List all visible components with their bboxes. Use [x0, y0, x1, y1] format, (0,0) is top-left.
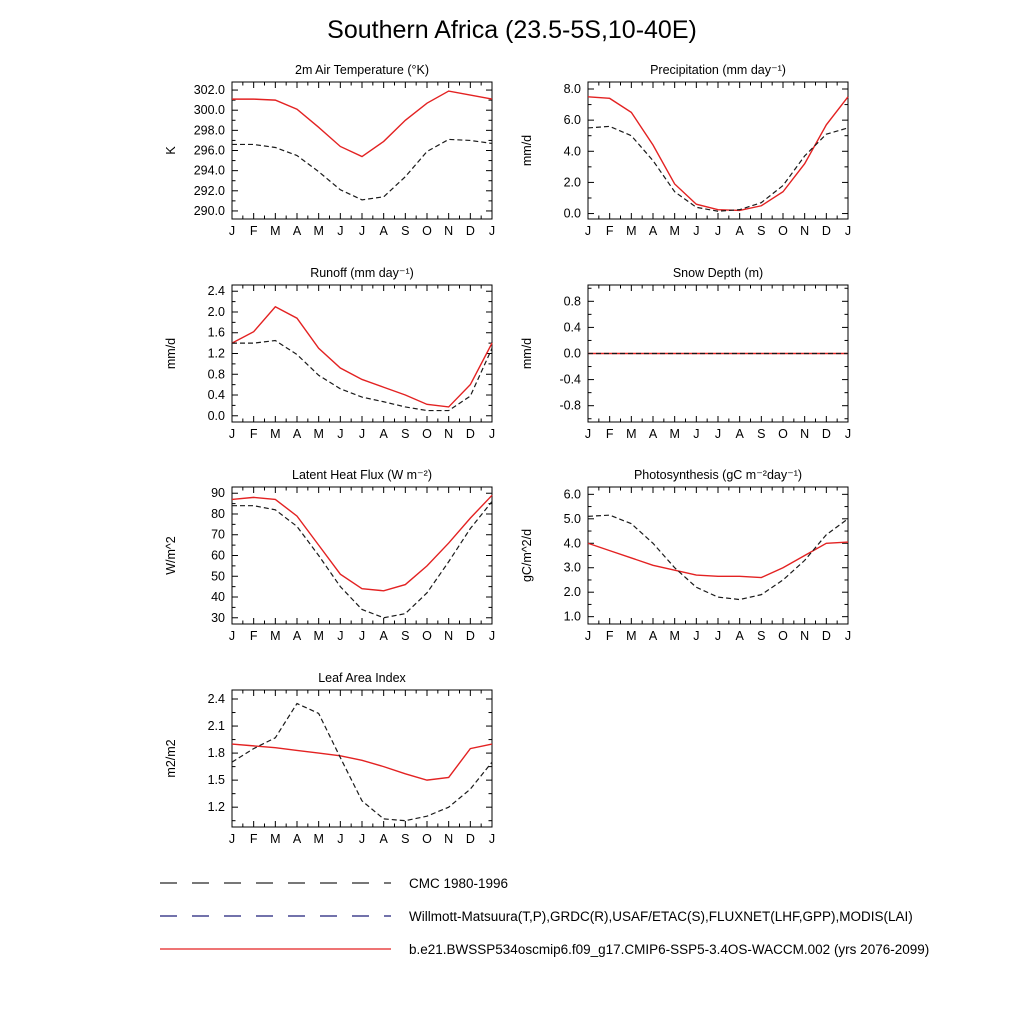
series-model [588, 97, 848, 211]
x-tick-label: S [401, 629, 410, 643]
x-tick-label: J [693, 427, 700, 441]
legend-label: b.e21.BWSSP534oscmip6.f09_g17.CMIP6-SSP5-3.4OS-WACCM.002 (yrs 2076-2099) [409, 941, 930, 957]
x-tick-label: F [249, 427, 258, 441]
x-tick-label: J [714, 224, 722, 238]
x-tick-label: A [379, 224, 388, 238]
series-obs [232, 139, 492, 199]
x-tick-label: N [800, 427, 810, 441]
y-tick-label: 0.0 [563, 206, 581, 221]
x-tick-label: M [626, 224, 637, 238]
y-tick-label: 2.0 [563, 585, 581, 600]
y-tick-label: 6.0 [563, 113, 581, 128]
x-tick-label: A [379, 832, 388, 846]
series-model [232, 495, 492, 590]
series-obs [588, 126, 848, 211]
x-tick-label: F [605, 427, 614, 441]
y-tick-label: 1.5 [207, 773, 225, 788]
chart-snow-depth [513, 265, 903, 450]
x-tick-label: J [358, 427, 366, 441]
x-tick-label: O [422, 427, 432, 441]
x-tick-label: J [358, 629, 366, 643]
x-tick-label: F [605, 629, 614, 643]
legend-label: Willmott-Matsuura(T,P),GRDC(R),USAF/ETAC(S),FLUXNET(LHF,GPP),MODIS(LAI) [409, 908, 913, 924]
y-tick-label: 292.0 [193, 183, 225, 198]
chart-title: Snow Depth (m) [672, 266, 764, 280]
x-tick-label: J [228, 224, 236, 238]
legend-dashed-line-icon [158, 911, 393, 921]
x-tick-label: N [444, 224, 454, 238]
x-tick-label: J [844, 629, 852, 643]
x-tick-label: A [735, 629, 744, 643]
chart-photosynthesis [513, 467, 903, 652]
x-tick-label: J [488, 427, 496, 441]
y-tick-label: 302.0 [193, 83, 225, 98]
x-tick-label: J [584, 629, 592, 643]
y-tick-label: 40 [211, 590, 225, 605]
x-tick-label: J [714, 427, 722, 441]
y-tick-label: 2.4 [207, 692, 225, 707]
x-tick-label: J [584, 427, 592, 441]
y-tick-label: 60 [211, 548, 225, 563]
x-tick-label: J [693, 629, 700, 643]
x-tick-label: J [488, 832, 496, 846]
y-tick-label: 0.4 [207, 388, 225, 403]
x-tick-label: M [313, 224, 324, 238]
x-tick-label: J [488, 629, 496, 643]
y-tick-label: 1.6 [207, 325, 225, 340]
y-tick-label: 3.0 [563, 560, 581, 575]
x-tick-label: J [488, 224, 496, 238]
x-tick-label: D [465, 224, 475, 238]
y-tick-label: 4.0 [563, 144, 581, 159]
x-tick-label: F [249, 629, 258, 643]
x-tick-label: D [821, 224, 831, 238]
x-tick-label: O [422, 629, 432, 643]
x-tick-label: D [821, 629, 831, 643]
x-tick-label: A [735, 427, 744, 441]
y-tick-label: 0.4 [563, 320, 581, 335]
x-tick-label: O [778, 629, 788, 643]
x-tick-label: S [757, 427, 766, 441]
x-tick-label: A [379, 427, 388, 441]
chart-runoff [157, 265, 547, 450]
y-tick-label: 80 [211, 506, 225, 521]
x-tick-label: S [757, 629, 766, 643]
x-tick-label: S [401, 427, 410, 441]
y-tick-label: 0.0 [207, 408, 225, 423]
x-tick-label: M [313, 629, 324, 643]
x-tick-label: F [249, 832, 258, 846]
x-tick-label: N [444, 629, 454, 643]
y-tick-label: 90 [211, 486, 225, 501]
legend-solid-line-icon [158, 944, 393, 954]
y-tick-label: 70 [211, 527, 225, 542]
chart-title: 2m Air Temperature (°K) [295, 63, 429, 77]
x-tick-label: A [292, 224, 302, 238]
y-tick-label: 1.2 [207, 800, 225, 815]
y-axis-label: mm/d [164, 337, 178, 370]
chart-title: Precipitation (mm day⁻¹) [650, 63, 786, 77]
x-tick-label: J [228, 427, 236, 441]
series-obs [232, 502, 492, 618]
legend-label: CMC 1980-1996 [409, 875, 509, 891]
legend-item-model-run [158, 942, 929, 956]
x-tick-label: A [379, 629, 388, 643]
series-obs [232, 341, 492, 411]
x-tick-label: J [844, 224, 852, 238]
x-tick-label: N [444, 427, 454, 441]
y-axis-label: K [164, 146, 178, 155]
x-tick-label: M [626, 427, 637, 441]
x-tick-label: A [292, 427, 302, 441]
x-tick-label: A [735, 224, 744, 238]
x-tick-label: M [270, 427, 281, 441]
x-tick-label: J [358, 224, 366, 238]
legend-dashed-line-icon [158, 878, 393, 888]
x-tick-label: N [800, 224, 810, 238]
y-tick-label: 2.4 [207, 284, 225, 299]
y-axis-label: m2/m2 [164, 739, 178, 778]
chart-title: Latent Heat Flux (W m⁻²) [292, 468, 432, 482]
x-tick-label: O [422, 224, 432, 238]
x-tick-label: M [313, 427, 324, 441]
x-tick-label: M [270, 629, 281, 643]
chart-title: Runoff (mm day⁻¹) [310, 266, 414, 280]
x-tick-label: J [844, 427, 852, 441]
x-tick-label: J [358, 832, 366, 846]
chart-title: Leaf Area Index [318, 671, 406, 685]
y-tick-label: 296.0 [193, 143, 225, 158]
x-tick-label: M [270, 224, 281, 238]
y-axis-label: W/m^2 [164, 536, 178, 575]
y-tick-label: -0.4 [559, 372, 581, 387]
y-tick-label: 2.1 [207, 719, 225, 734]
chart-title: Photosynthesis (gC m⁻²day⁻¹) [633, 468, 803, 482]
x-tick-label: J [337, 427, 344, 441]
x-tick-label: F [249, 224, 258, 238]
y-tick-label: 1.2 [207, 346, 225, 361]
x-tick-label: D [465, 427, 475, 441]
y-tick-label: 50 [211, 569, 225, 584]
x-tick-label: M [270, 832, 281, 846]
x-tick-label: M [669, 427, 680, 441]
y-axis-label: gC/m^2/d [520, 528, 534, 583]
y-tick-label: 2.0 [207, 304, 225, 319]
y-tick-label: -0.8 [559, 398, 581, 413]
y-tick-label: 2.0 [563, 175, 581, 190]
y-axis-label: mm/d [520, 134, 534, 167]
x-tick-label: J [337, 832, 344, 846]
series-obs [588, 515, 848, 599]
x-tick-label: A [648, 427, 658, 441]
y-tick-label: 1.8 [207, 746, 225, 761]
x-tick-label: O [422, 832, 432, 846]
chart-2m-air-temperature [157, 62, 547, 247]
x-tick-label: J [714, 629, 722, 643]
x-tick-label: J [693, 224, 700, 238]
x-tick-label: S [401, 224, 410, 238]
series-model [232, 307, 492, 407]
x-tick-label: D [821, 427, 831, 441]
y-tick-label: 0.8 [207, 367, 225, 382]
y-tick-label: 290.0 [193, 203, 225, 218]
x-tick-label: J [228, 832, 236, 846]
x-tick-label: S [401, 832, 410, 846]
x-tick-label: J [337, 224, 344, 238]
x-tick-label: M [669, 629, 680, 643]
y-tick-label: 298.0 [193, 123, 225, 138]
chart-precipitation [513, 62, 903, 247]
x-tick-label: J [228, 629, 236, 643]
legend [158, 876, 929, 975]
y-tick-label: 8.0 [563, 82, 581, 97]
y-axis-label: mm/d [520, 337, 534, 370]
y-tick-label: 5.0 [563, 511, 581, 526]
x-tick-label: M [669, 224, 680, 238]
x-tick-label: J [337, 629, 344, 643]
legend-item-cmc [158, 876, 929, 890]
chart-leaf-area-index [157, 670, 547, 855]
x-tick-label: M [626, 629, 637, 643]
x-tick-label: J [584, 224, 592, 238]
legend-item-obs-products [158, 909, 929, 923]
x-tick-label: A [292, 629, 302, 643]
series-obs [232, 704, 492, 821]
x-tick-label: A [292, 832, 302, 846]
page-title: Southern Africa (23.5-5S,10-40E) [327, 16, 697, 44]
y-tick-label: 4.0 [563, 536, 581, 551]
y-tick-label: 30 [211, 610, 225, 625]
y-tick-label: 6.0 [563, 487, 581, 502]
x-tick-label: D [465, 832, 475, 846]
x-tick-label: O [778, 427, 788, 441]
x-tick-label: N [444, 832, 454, 846]
x-tick-label: F [605, 224, 614, 238]
x-tick-label: N [800, 629, 810, 643]
series-model [232, 744, 492, 780]
x-tick-label: S [757, 224, 766, 238]
y-tick-label: 1.0 [563, 609, 581, 624]
x-tick-label: A [648, 224, 658, 238]
chart-latent-heat-flux [157, 467, 547, 652]
y-tick-label: 300.0 [193, 103, 225, 118]
series-model [588, 542, 848, 577]
y-tick-label: 294.0 [193, 163, 225, 178]
y-tick-label: 0.8 [563, 294, 581, 309]
x-tick-label: D [465, 629, 475, 643]
x-tick-label: M [313, 832, 324, 846]
x-tick-label: A [648, 629, 658, 643]
series-model [232, 91, 492, 156]
x-tick-label: O [778, 224, 788, 238]
y-tick-label: 0.0 [563, 346, 581, 361]
